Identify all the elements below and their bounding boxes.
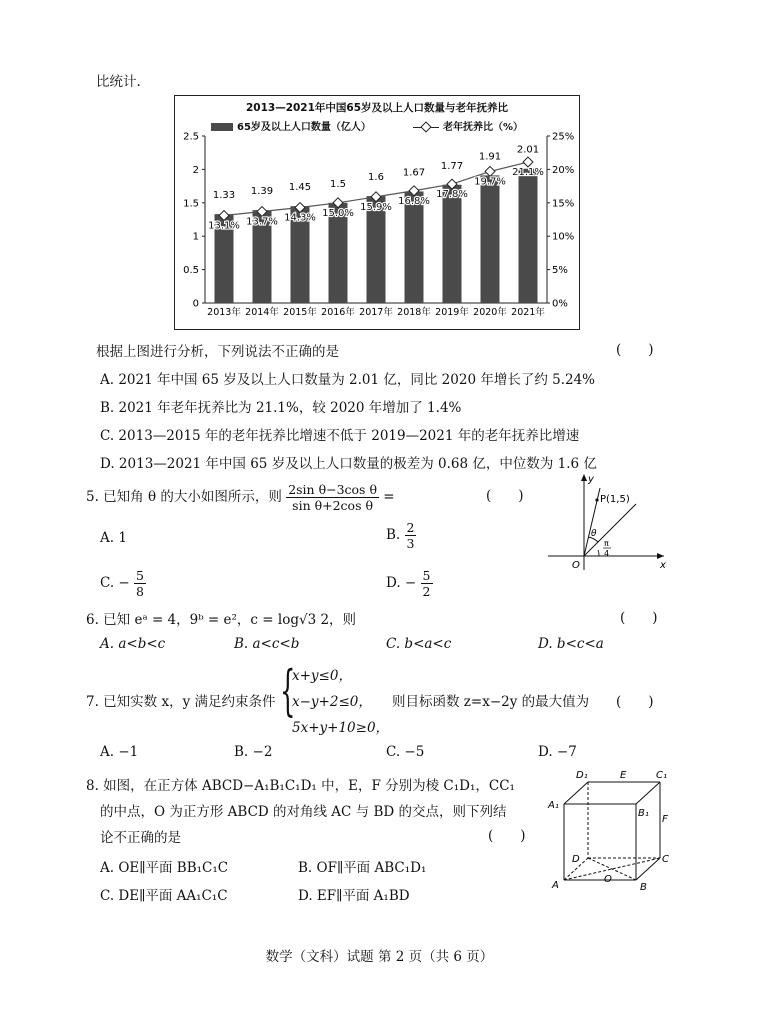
q4-option-b: B. 2021 年老年抚养比为 21.1%，较 2020 年增加了 1.4%: [100, 400, 462, 416]
q6-option-d: D. b<c<a: [538, 636, 604, 652]
label-d: D: [572, 854, 580, 865]
label-d1: D₁: [576, 770, 588, 781]
y-right-tick-label: 25%: [552, 131, 575, 143]
edge-bc: [636, 858, 660, 880]
edge-b1c1: [636, 782, 660, 804]
bar: [405, 191, 424, 303]
q5-option-c-den: 8: [136, 584, 144, 599]
q5-option-c: [100, 568, 146, 599]
label-x: x: [660, 560, 666, 571]
legend-line-label: 老年抚养比（%）: [443, 122, 524, 133]
q5-denominator: sin θ+2cos θ: [292, 498, 373, 513]
label-pi: π: [604, 539, 609, 548]
q5-fraction: [286, 482, 379, 513]
label-b: B: [640, 882, 647, 893]
q7-constraint-1: x+y≤0，: [292, 668, 352, 684]
ratio-value-label: 21.1%: [512, 167, 544, 179]
x-tick-label: 2019年: [435, 307, 469, 318]
q7-stem: 7. 已知实数 x，y 满足约束条件: [86, 694, 276, 710]
y-left-tick-label: 2.5: [183, 131, 199, 143]
q8-bracket: ( ): [488, 828, 526, 844]
q8-line-2: 的中点，O 为正方形 ABCD 的对角线 AC 与 BD 的交点，则下列结: [100, 804, 507, 820]
q7-option-d: D. −7: [538, 744, 577, 760]
y-right-tick-label: 10%: [552, 231, 575, 243]
q7-bracket: ( ): [616, 694, 654, 710]
cube-figure: [540, 762, 680, 894]
q7-option-a: A. −1: [100, 744, 139, 760]
chart-plot: [175, 96, 579, 329]
x-tick-label: 2017年: [359, 307, 393, 318]
q5-option-b-num: 2: [406, 520, 415, 535]
bar: [481, 175, 500, 303]
q7-brace: {: [280, 659, 296, 722]
point-p: [595, 498, 598, 501]
q5-equals: =: [383, 489, 395, 505]
q7-constraint-2: x−y+2≤0，: [292, 694, 372, 710]
q8-line-3: 论不正确的是: [100, 830, 181, 846]
q5-option-b-frac: [405, 520, 417, 551]
label-theta: θ: [591, 529, 597, 539]
q5-numerator: 2sin θ−3cos θ: [288, 482, 377, 497]
ratio-point: [485, 166, 495, 176]
bar-value-label: 1.39: [250, 186, 274, 198]
label-o: O: [604, 874, 612, 885]
page-footer: 数学（文科）试题 第 2 页（共 6 页）: [265, 949, 494, 965]
q5-option-b-label: B.: [386, 527, 401, 543]
label-f: F: [662, 814, 668, 825]
q4-bracket: ( ): [616, 342, 654, 358]
q5-option-d-label: D. −: [386, 575, 417, 591]
y-left-tick-label: 2: [192, 164, 199, 176]
q5-option-c-frac: [134, 568, 146, 599]
label-a: A: [552, 880, 559, 891]
ratio-value-label: 15.9%: [360, 201, 392, 213]
q5-stem-text: 5. 已知角 θ 的大小如图所示，则: [86, 489, 282, 505]
q5-bracket: ( ): [486, 488, 524, 504]
bar-value-label: 1.6: [368, 172, 384, 184]
y-left-tick-label: 1: [192, 231, 199, 243]
q6-bracket: ( ): [620, 610, 658, 626]
q5-option-b: [386, 520, 416, 551]
bar-value-label: 1.77: [440, 160, 464, 172]
x-tick-label: 2014年: [245, 307, 279, 318]
q7-option-b: B. −2: [234, 744, 273, 760]
x-tick-label: 2018年: [397, 307, 431, 318]
q6-option-c: C. b<a<c: [386, 636, 452, 652]
q7-option-c: C. −5: [386, 744, 425, 760]
q6-option-b: B. a<c<b: [234, 636, 300, 652]
q8-line-1: 8. 如图，在正方体 ABCD−A₁B₁C₁D₁ 中，E，F 分别为棱 C₁D₁，CC₁: [86, 778, 515, 794]
ratio-value-label: 13.7%: [246, 216, 278, 228]
q7-tail: 则目标函数 z=x−2y 的最大值为: [392, 694, 590, 710]
bar: [519, 169, 538, 303]
y-left-tick-label: 1.5: [183, 198, 199, 210]
q5-option-d: [386, 568, 433, 599]
q5-option-d-frac: [421, 568, 433, 599]
chart-title: 2013—2021年中国65岁及以上人口数量与老年抚养比: [245, 102, 509, 114]
intro-text: 比统计.: [96, 74, 141, 90]
q5-option-d-den: 2: [422, 584, 431, 599]
bar-value-label: 2.01: [516, 144, 540, 156]
diag-bd: [588, 858, 636, 880]
q4-stem: 根据上图进行分析，下列说法不正确的是: [96, 344, 339, 360]
bar-value-label: 1.91: [478, 151, 502, 163]
ratio-value-label: 14.3%: [284, 212, 316, 224]
angle-figure: [540, 470, 670, 576]
q4-option-a: A. 2021 年中国 65 岁及以上人口数量为 2.01 亿，同比 2020 年增长了约 5.24%: [100, 372, 595, 388]
label-four: 4: [604, 549, 610, 558]
q7-constraint-3: 5x+y+10≥0，: [292, 720, 390, 736]
q5-option-d-num: 5: [422, 568, 431, 583]
label-y: y: [588, 474, 594, 485]
x-tick-label: 2013年: [207, 307, 241, 318]
label-o: O: [572, 560, 580, 571]
q4-option-d: D. 2013—2021 年中国 65 岁及以上人口数量的极差为 0.68 亿，中位数为 1.6 亿: [100, 456, 597, 472]
ratio-value-label: 17.8%: [436, 189, 468, 201]
edge-a1d1: [564, 782, 588, 804]
q8-option-c: C. DE∥平面 AA₁C₁C: [100, 888, 228, 904]
x-axis-arrow: [657, 553, 664, 559]
label-a1: A₁: [548, 800, 559, 811]
y-right-tick-label: 0%: [552, 298, 568, 310]
ratio-value-label: 16.8%: [398, 195, 430, 207]
ratio-point: [523, 157, 533, 167]
legend-bar-label: 65岁及以上人口数量（亿人）: [237, 122, 371, 133]
q5-option-c-num: 5: [136, 568, 144, 583]
label-p: P(1,5): [600, 494, 630, 505]
ratio-value-label: 13.1%: [208, 220, 240, 232]
q8-option-a: A. OE∥平面 BB₁C₁C: [100, 860, 229, 876]
x-tick-label: 2015年: [283, 307, 317, 318]
q5-option-a: A. 1: [100, 530, 127, 546]
q4-option-c: C. 2013—2015 年的老年抚养比增速不低于 2019—2021 年的老年抚养比增速: [100, 428, 580, 444]
y-right-tick-label: 15%: [552, 198, 575, 210]
label-c1: C₁: [656, 770, 667, 781]
bar-value-label: 1.67: [402, 167, 426, 179]
pi4-arc: [598, 550, 599, 556]
q6-stem: 6. 已知 eᵃ = 4，9ᵇ = e²，c = log√3 2，则: [86, 612, 357, 628]
q5-stem: [86, 482, 395, 513]
bar: [443, 185, 462, 303]
q5-option-c-label: C. −: [100, 575, 130, 591]
x-tick-label: 2020年: [473, 307, 507, 318]
bar-value-label: 1.45: [288, 182, 312, 194]
label-e: E: [620, 770, 627, 781]
bar-value-label: 1.5: [330, 178, 346, 190]
y-right-tick-label: 20%: [552, 164, 575, 176]
q5-option-b-den: 3: [406, 536, 415, 551]
bar-value-label: 1.33: [212, 190, 236, 202]
q6-option-a: A. a<b<c: [100, 636, 166, 652]
ratio-value-label: 19.7%: [474, 176, 506, 188]
x-tick-label: 2016年: [321, 307, 355, 318]
label-c: C: [662, 854, 669, 865]
population-chart: [174, 95, 580, 330]
y-right-tick-label: 5%: [552, 265, 568, 277]
q8-option-d: D. EF∥平面 A₁BD: [298, 888, 410, 904]
y-left-tick-label: 0: [192, 298, 199, 310]
ratio-value-label: 15.0%: [322, 207, 354, 219]
x-tick-label: 2021年: [511, 307, 545, 318]
y-axis-arrow: [581, 474, 587, 481]
y-left-tick-label: 0.5: [183, 265, 199, 277]
ray-op: [584, 488, 600, 556]
label-b1: B₁: [638, 808, 649, 819]
q8-option-b: B. OF∥平面 ABC₁D₁: [298, 860, 427, 876]
